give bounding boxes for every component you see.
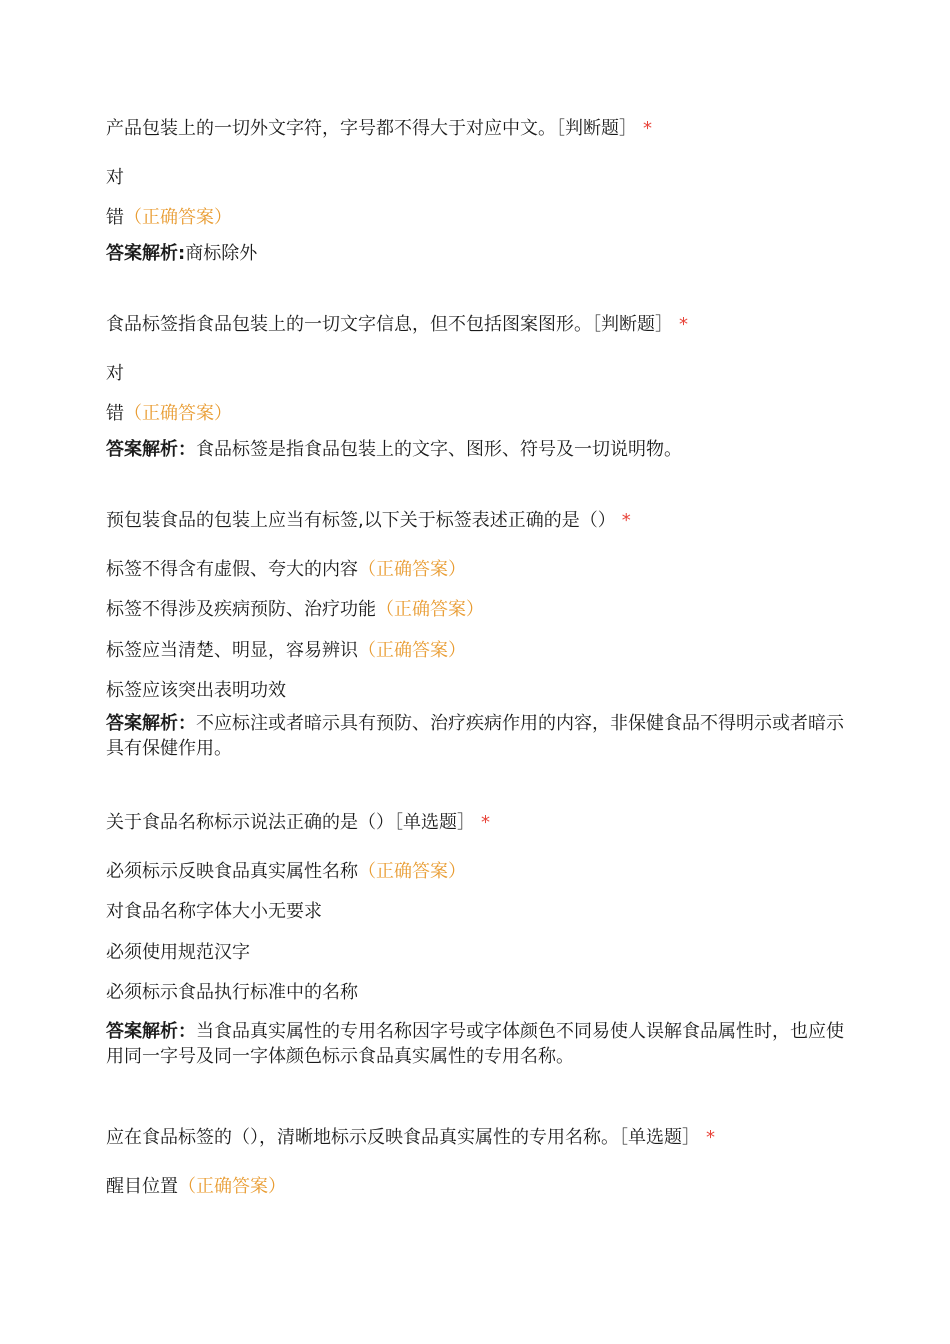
option-3: 标签应当清楚、明显，容易辨识（正确答案） bbox=[106, 639, 466, 661]
option-1: 标签不得含有虚假、夸大的内容（正确答案） bbox=[106, 559, 466, 581]
option-2: 错（正确答案） bbox=[106, 207, 232, 229]
correct-answer-tag: （正确答案） bbox=[124, 207, 232, 229]
correct-answer-tag: （正确答案） bbox=[376, 599, 484, 621]
explanation-label: 答案解析： bbox=[106, 1020, 196, 1042]
option-1: 对 bbox=[106, 167, 124, 189]
required-asterisk: * bbox=[621, 510, 631, 531]
correct-answer-tag: （正确答案） bbox=[178, 1176, 286, 1198]
question-stem: 预包装食品的包装上应当有标签,以下关于标签表述正确的是（） * bbox=[106, 510, 631, 531]
question-2 bbox=[106, 312, 846, 462]
explanation-label: 答案解析: bbox=[106, 242, 186, 264]
option-4: 标签应该突出表明功效 bbox=[106, 679, 286, 701]
explanation: 答案解析：食品标签是指食品包装上的文字、图形、符号及一切说明物。 bbox=[106, 438, 682, 460]
question-3 bbox=[106, 508, 846, 761]
question-5 bbox=[106, 1125, 846, 1199]
option-3: 必须使用规范汉字 bbox=[106, 941, 250, 963]
explanation: 答案解析：不应标注或者暗示具有预防、治疗疾病作用的内容，非保健食品不得明示或者暗示具有保健作用。 bbox=[106, 712, 844, 760]
required-asterisk: * bbox=[679, 314, 688, 335]
explanation: 答案解析：当食品真实属性的专用名称因字号或字体颜色不同易使人误解食品属性时，也应使用同一字号及同一字体颜色标示食品真实属性的专用名称。 bbox=[106, 1020, 844, 1068]
question-stem: 食品标签指食品包装上的一切文字信息，但不包括图案图形。［判断题］ * bbox=[106, 314, 688, 335]
correct-answer-tag: （正确答案） bbox=[358, 559, 466, 581]
question-stem: 产品包装上的一切外文字符，字号都不得大于对应中文。［判断题］ * bbox=[106, 118, 652, 139]
explanation: 答案解析:商标除外 bbox=[106, 242, 258, 264]
question-1 bbox=[106, 116, 846, 266]
explanation-label: 答案解析： bbox=[106, 712, 196, 734]
correct-answer-tag: （正确答案） bbox=[124, 403, 232, 425]
option-2: 对食品名称字体大小无要求 bbox=[106, 901, 322, 923]
option-2: 错（正确答案） bbox=[106, 403, 232, 425]
required-asterisk: * bbox=[706, 1127, 715, 1148]
option-4: 必须标示食品执行标准中的名称 bbox=[106, 981, 358, 1003]
explanation-label: 答案解析： bbox=[106, 438, 196, 460]
question-4 bbox=[106, 810, 846, 1069]
required-asterisk: * bbox=[481, 812, 490, 833]
option-2: 标签不得涉及疾病预防、治疗功能（正确答案） bbox=[106, 599, 484, 621]
required-asterisk: * bbox=[643, 118, 652, 139]
question-stem: 应在食品标签的（），清晰地标示反映食品真实属性的专用名称。［单选题］ * bbox=[106, 1127, 715, 1148]
question-stem: 关于食品名称标示说法正确的是（）［单选题］ * bbox=[106, 812, 490, 833]
option-1: 醒目位置（正确答案） bbox=[106, 1176, 286, 1198]
correct-answer-tag: （正确答案） bbox=[358, 639, 466, 661]
option-1: 对 bbox=[106, 363, 124, 385]
correct-answer-tag: （正确答案） bbox=[358, 861, 466, 883]
option-1: 必须标示反映食品真实属性名称（正确答案） bbox=[106, 861, 466, 883]
